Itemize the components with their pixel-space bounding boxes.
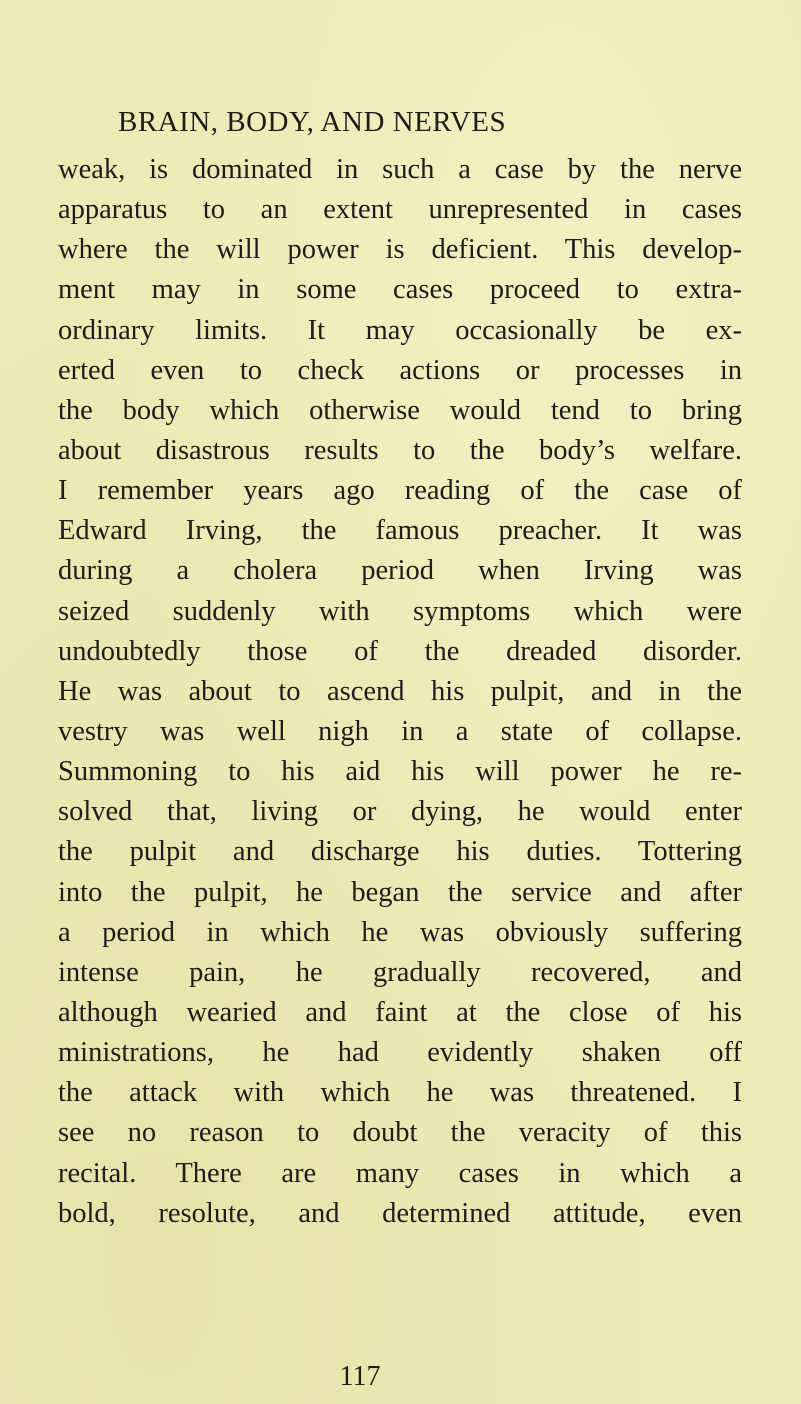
text-line: I remember years ago reading of the case of	[58, 475, 742, 507]
text-line: seized suddenly with symptoms which were	[58, 595, 742, 627]
text-line: erted even to check actions or processes in	[58, 354, 742, 386]
body-text	[58, 150, 742, 1234]
text-line: the attack with which he was threatened. I	[58, 1077, 742, 1109]
text-line: ordinary limits. It may occasionally be ex-	[58, 314, 742, 346]
text-line: weak, is dominated in such a case by the nerve	[58, 154, 742, 185]
page-number: 117	[339, 1361, 381, 1392]
text-line: during a cholera period when Irving was	[58, 555, 742, 587]
running-head: BRAIN, BODY, AND NERVES	[118, 106, 507, 138]
text-line: although wearied and faint at the close of his	[58, 996, 742, 1028]
text-line: see no reason to doubt the veracity of this	[58, 1117, 742, 1149]
text-line: He was about to ascend his pulpit, and in the	[58, 675, 742, 707]
text-line: apparatus to an extent unrepresented in cases	[58, 194, 742, 226]
text-line: where the will power is deficient. This develop-	[58, 234, 742, 266]
text-line: undoubtedly those of the dreaded disorder.	[58, 635, 742, 667]
text-line: ministrations, he had evidently shaken off	[58, 1037, 742, 1069]
text-line: Summoning to his aid his will power he re-	[58, 756, 742, 788]
text-line: intense pain, he gradually recovered, and	[58, 956, 742, 988]
text-line: into the pulpit, he began the service and after	[58, 876, 742, 908]
text-line: the body which otherwise would tend to bring	[58, 394, 742, 426]
text-line: the pulpit and discharge his duties. Tottering	[58, 836, 742, 868]
text-line: recital. There are many cases in which a	[58, 1157, 742, 1189]
text-line: bold, resolute, and determined attitude, even	[58, 1197, 742, 1229]
text-line: vestry was well nigh in a state of collapse.	[58, 715, 742, 747]
text-line: about disastrous results to the body’s welfare.	[58, 434, 742, 466]
text-line: a period in which he was obviously suffering	[58, 916, 742, 948]
text-line: solved that, living or dying, he would enter	[58, 796, 742, 828]
text-line: ment may in some cases proceed to extra-	[58, 274, 742, 306]
text-line: Edward Irving, the famous preacher. It was	[58, 515, 742, 547]
